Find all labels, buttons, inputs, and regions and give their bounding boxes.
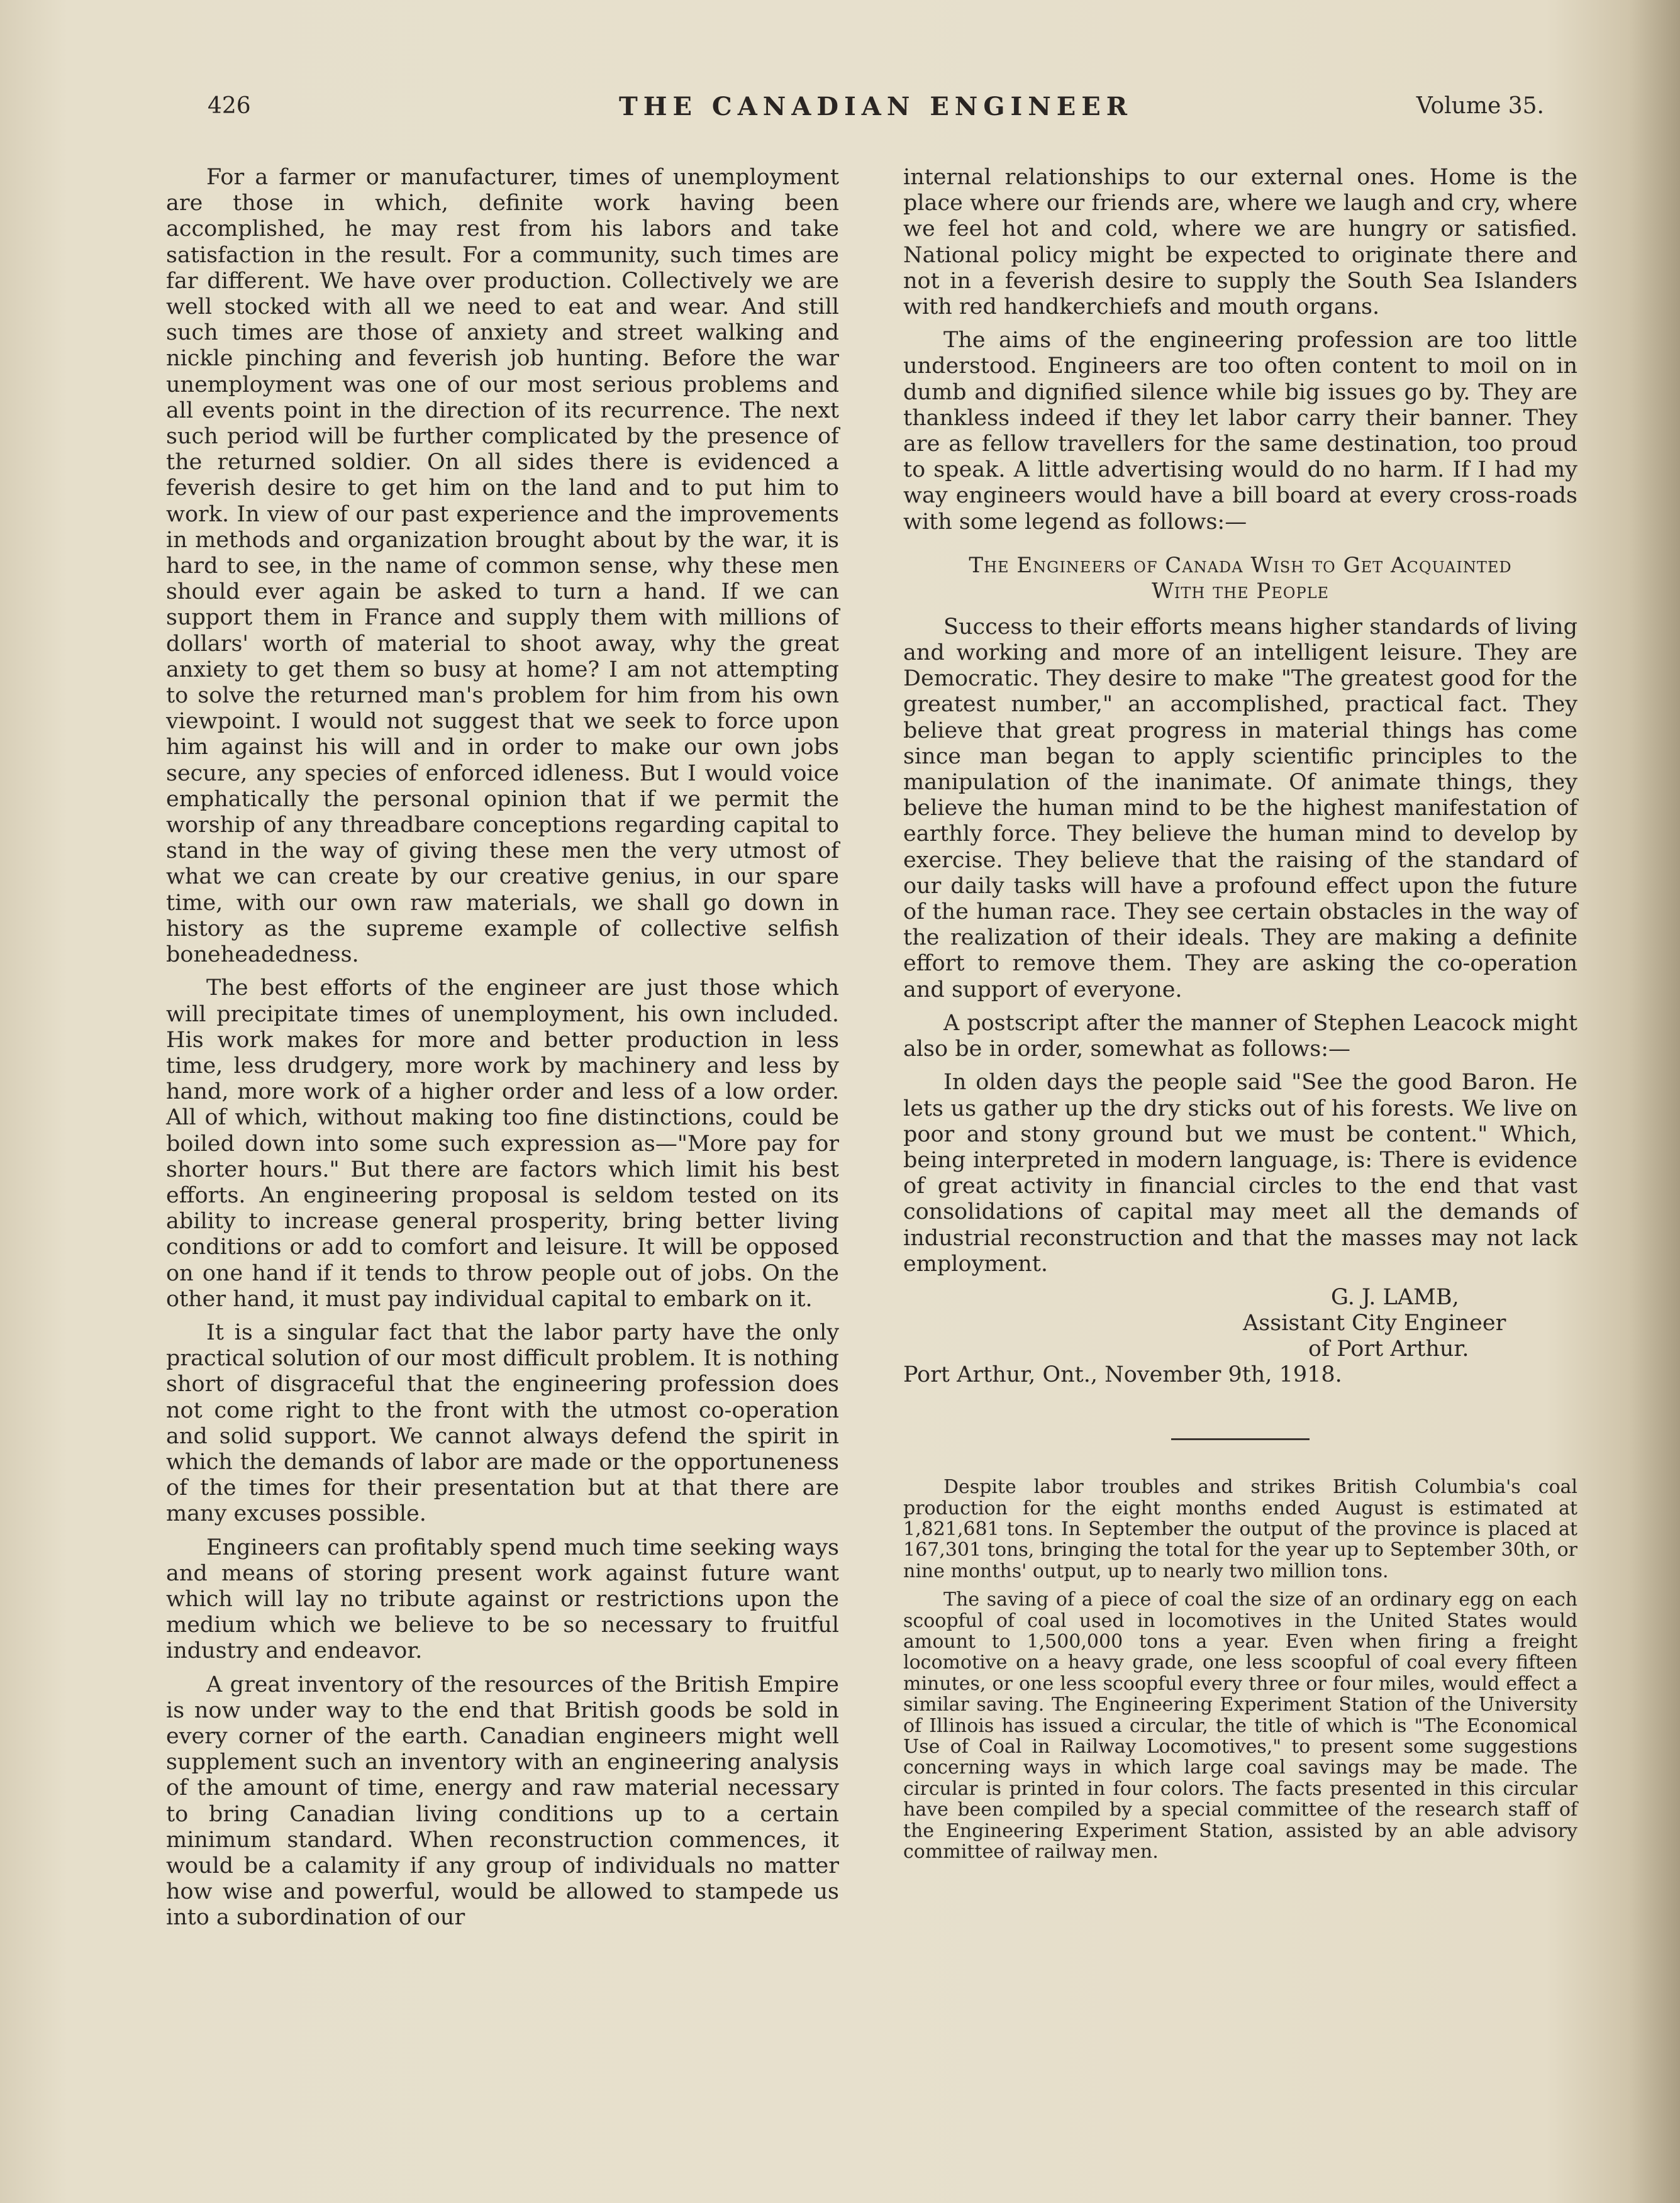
article-paragraph: A postscript after the manner of Stephen Leacock might also be in order, somewhat as follows:—	[903, 1010, 1577, 1062]
news-notes	[903, 1477, 1577, 1862]
article-paragraph: For a farmer or manufacturer, times of unemployment are those in which, definite work having been accomplished, he may rest from his labors and take satisfaction in the result. For a community, such times are far different. We have over production. Collectively we are well stocked with all we need to eat and wear. And still such times are those of anxiety and street walking and nickle pinching and feverish job hunting. Before the war unemployment was one of our most serious problems and all events point in the direction of its recurrence. The next such period will be further complicated by the presence of the returned soldier. On all sides there is evidenced a feverish desire to get him on the land and to put him to work. In view of our past experience and the improvements in methods and organization brought about by the war, it is hard to see, in the name of common sense, why these men should ever again be asked to turn a hand. If we can support them in France and supply them with millions of dollars' worth of material to shoot away, why the great anxiety to get them so busy at home? I am not attempting to solve the returned man's problem for him from his own viewpoint. I would not suggest that we seek to force upon him against his will and in order to make our own jobs secure, any species of enforced idleness. But I would voice emphatically the personal opinion that if we permit the worship of any threadbare conceptions regarding capital to stand in the way of giving these men the very utmost of what we can create by our creative genius, in our spare time, with our own raw materials, we shall go down in history as the supreme example of collective selfish boneheadedness.	[166, 165, 839, 968]
article-paragraph: internal relationships to our external ones. Home is the place where our friends are, where we laugh and cry, where we feel hot and cold, where we are hungry or satisfied. National policy might be expected to originate there and not in a feverish desire to supply the South Sea Islanders with red handkerchiefs and mouth organs.	[903, 165, 1577, 320]
article-paragraph: A great inventory of the resources of the British Empire is now under way to the end that British goods be sold in every corner of the earth. Canadian engineers might well supplement such an inventory with an engineering analysis of the amount of time, energy and raw material necessary to bring Canadian living conditions up to a certain minimum standard. When reconstruction commences, it would be a calamity if any group of individuals no matter how wise and powerful, would be allowed to stampede us into a subordination of our	[166, 1672, 839, 1931]
news-note: The saving of a piece of coal the size of an ordinary egg on each scoopful of coal used in locomotives in the United States would amount to 1,500,000 tons a year. Even when firing a freight locomotive on a heavy grade, one less scoopful of coal every fifteen minutes, or one less scoopful every three or four miles, would effect a similar saving. The Engineering Experiment Station of the University of Illinois has issued a circular, the title of which is "The Economical Use of Coal in Railway Locomotives," to present some suggestions concerning ways in which large coal savings may be made. The circular is printed in four colors. The facts presented in this circular have been compiled by a special committee of the research staff of the Engineering Experiment Station, assisted by an able advisory committee of railway men.	[903, 1589, 1577, 1863]
article-paragraph: Success to their efforts means higher standards of living and working and more of an intelligent leisure. They are Democratic. They desire to make "The greatest good for the greatest number," an accomplished, practical fact. They believe that great progress in material things has come since man began to apply scientific principles to the manipulation of the inanimate. Of animate things, they believe the human mind to be the highest manifestation of earthly force. They believe the human mind to develop by exercise. They believe that the raising of the standard of our daily tasks will have a profound effect upon the future of the human race. They see certain obstacles in the way of the realization of their ideals. They are making a definite effort to remove them. They are asking the co-operation and support of everyone.	[903, 614, 1577, 1002]
section-divider	[1171, 1438, 1310, 1440]
article-paragraph: The best efforts of the engineer are just those which will precipitate times of unemployment, his own included. His work makes for more and better production in less time, less drudgery, more work by machinery and less by hand, more work of a higher order and less of a low order. All of which, without making too fine distinctions, could be boiled down into some such expression as—"More pay for shorter hours." But there are factors which limit his best efforts. An engineering proposal is seldom tested on its ability to increase general prosperity, bring better living conditions or add to comfort and leisure. It will be opposed on one hand if it tends to throw people out of jobs. On the other hand, it must pay individual capital to embark on it.	[166, 975, 839, 1312]
journal-title: THE CANADIAN ENGINEER	[618, 92, 1133, 121]
news-note: Despite labor troubles and strikes British Columbia's coal production for the eight months ended August is estimated at 1,821,681 tons. In September the output of the province is placed at 167,301 tons, bringing the total for the year up to September 30th, or nine months' output, up to nearly two million tons.	[903, 1476, 1577, 1582]
signature-title: Assistant City Engineer	[1243, 1310, 1506, 1336]
signature-name: G. J. LAMB,	[1331, 1284, 1459, 1310]
legend-line: With the People	[1151, 578, 1330, 604]
page-header	[208, 87, 1544, 131]
article-paragraph: The aims of the engineering profession are too little understood. Engineers are too often content to moil on in dumb and dignified silence while big issues go by. They are thankless indeed if they let labor carry their banner. They are as fellow travellers for the same destination, too proud to speak. A little advertising would do no harm. If I had my way engineers would have a bill board at every cross-roads with some legend as follows:—	[903, 328, 1577, 535]
article-paragraph: In olden days the people said "See the good Baron. He lets us gather up the dry sticks out of his forests. We live on poor and stony ground but we must be content." Which, being interpreted in modern language, is: There is evidence of great activity in financial circles to the end that vast consolidations of capital may meet all the demands of industrial reconstruction and that the masses may not lack employment.	[903, 1070, 1577, 1277]
article-paragraph: It is a singular fact that the labor party have the only practical solution of our most difficult problem. It is nothing short of disgraceful that the engineering profession does not come right to the front with the utmost co-operation and solid support. We cannot always defend the spirit in which the demands of labor are made or the opportuneness of the times for their presentation but at that there are many excuses possible.	[166, 1319, 839, 1527]
volume-label: Volume 35.	[1416, 93, 1544, 119]
dateline: Port Arthur, Ont., November 9th, 1918.	[903, 1362, 1342, 1387]
right-column	[903, 165, 1577, 1870]
page-number: 426	[208, 93, 251, 119]
signature-place: of Port Arthur.	[1308, 1336, 1469, 1362]
billboard-legend	[903, 553, 1577, 604]
left-column	[166, 165, 839, 1939]
legend-line: The Engineers of Canada Wish to Get Acquainted	[969, 552, 1512, 578]
article-paragraph: Engineers can profitably spend much time seeking ways and means of storing present work against future want which will lay no tribute against or restrictions upon the medium which we believe to be so necessary to fruitful industry and endeavor.	[166, 1534, 839, 1664]
